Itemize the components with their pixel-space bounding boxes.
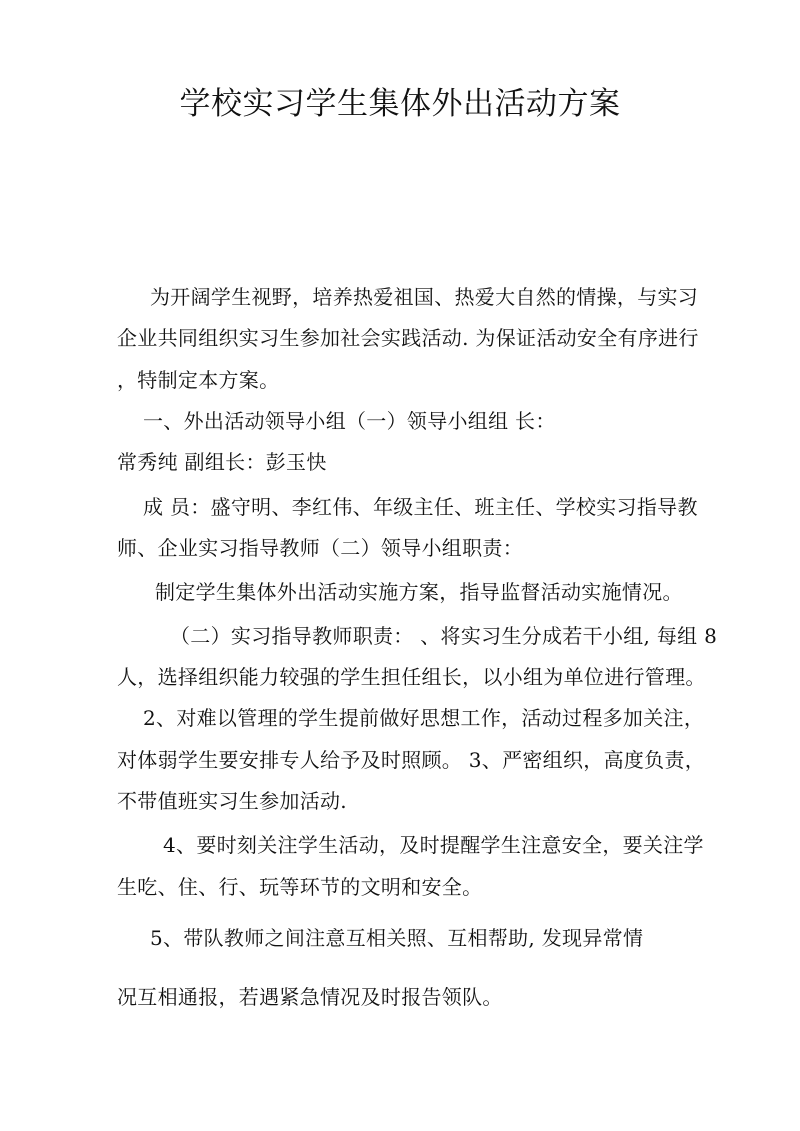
leader-names-line: 常秀纯 副组长：彭玉快 [117,450,327,474]
duty-item-5-line-1: 5、带队教师之间注意互相关照、互相帮助, 发现异常情 [150,926,644,950]
teacher-duties-line-1: （二）实习指导教师职责： 、将实习生分成若干小组, 每组 8 [170,624,718,648]
group-duties-line: 制定学生集体外出活动实施方案，指导监督活动实施情况。 [155,580,683,604]
duty-item-4-line-2: 生吃、住、行、玩等环节的文明和安全。 [117,875,483,899]
paragraph-intro-line-3: ，特制定本方案。 [117,368,280,392]
members-line-1: 成 员：盛守明、李红伟、年级主任、班主任、学校实习指导教 [143,495,698,519]
duty-item-2-line-1: 2、对难以管理的学生提前做好思想工作，活动过程多加关注， [143,706,705,730]
paragraph-intro-line-1: 为开阔学生视野，培养热爱祖国、热爱大自然的情操，与实习 [150,285,699,309]
members-line-2: 师、企业实习指导教师（二）领导小组职责： [117,536,523,560]
duty-item-4-line-1: 4、要时刻关注学生活动，及时提醒学生注意安全，要关注学 [163,833,704,857]
teacher-duties-line-2: 人，选择组织能力较强的学生担任组长，以小组为单位进行管理。 [117,665,706,689]
document-title: 学校实习学生集体外出活动方案 [179,86,621,122]
duty-item-2-line-2: 对体弱学生要安排专人给予及时照顾。 3、严密组织，高度负责， [117,748,706,772]
duty-item-3-line: 不带值班实习生参加活动. [117,789,347,813]
section-heading-leadership-group: 一、外出活动领导小组（一）领导小组组 长： [143,409,556,433]
paragraph-intro-line-2: 企业共同组织实习生参加社会实践活动. 为保证活动安全有序进行 [117,326,699,350]
duty-item-5-line-2: 况互相通报，若遇紧急情况及时报告领队。 [117,985,503,1009]
